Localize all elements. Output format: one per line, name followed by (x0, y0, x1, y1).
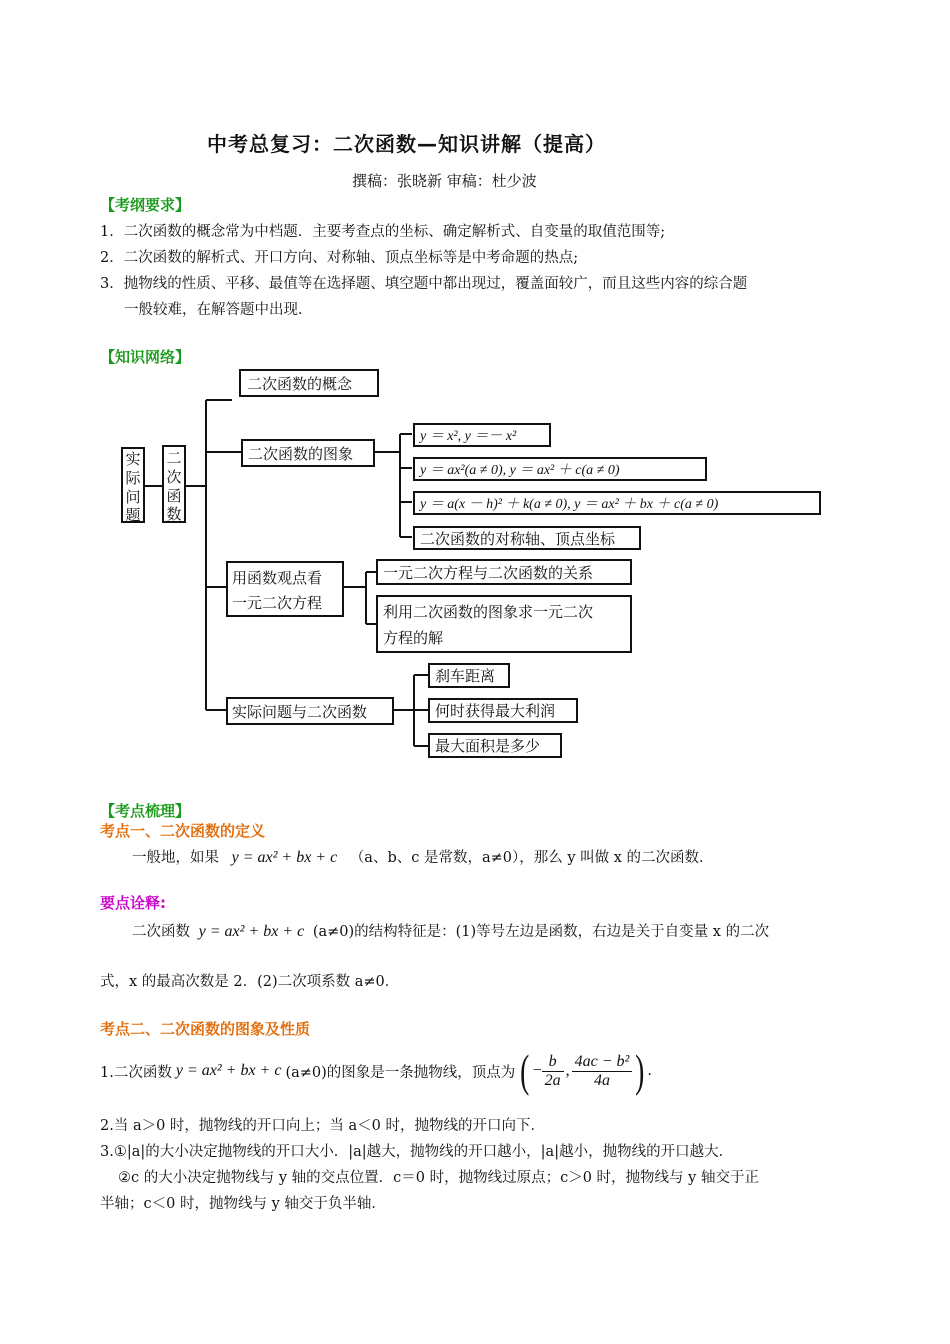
application-item-1: 刹车距离 (435, 667, 496, 685)
point2-l1-pre: 1.二次函数 (100, 1064, 172, 1081)
point2-line-2: 2.当 a＞0 时，抛物线的开口向上；当 a＜0 时，抛物线的开口向下． (100, 1118, 546, 1134)
point1-definition (132, 846, 714, 867)
point2-l1-mid: (a≠0)的图象是一条抛物线，顶点为 (285, 1064, 516, 1081)
application-item-3: 最大面积是多少 (435, 737, 541, 755)
point1-formula: y = ax² + bx + c (231, 849, 338, 866)
point1-title: 考点一、二次函数的定义 (100, 822, 266, 840)
point1-pre: 一般地，如果 (132, 850, 219, 866)
root-b-char-1: 二 (166, 449, 182, 467)
equation-item-2-line2: 方程的解 (383, 629, 444, 647)
vertex-y-fraction: $\frac{\text{4ac − b²}}{4a}$ (572, 1053, 633, 1090)
root-b-char-4: 数 (166, 505, 182, 523)
vertex-x-fraction: $\frac{b}{2a}$ (542, 1053, 564, 1090)
point2-line-3: 3.①|a|的大小决定抛物线的开口大小．|a|越大，抛物线的开口越小，|a|越小，抛物线的开口越大． (100, 1144, 734, 1160)
note-pre: 二次函数 (132, 924, 190, 940)
knowledge-network-diagram (110, 362, 830, 772)
root-a-char-2: 际 (125, 469, 141, 487)
graph-item-4: 二次函数的对称轴、顶点坐标 (420, 530, 616, 548)
equation-item-2-line1: 利用二次函数的图象求一元二次 (383, 603, 594, 621)
note-line-1 (132, 920, 769, 941)
branch-equation-line1: 用函数观点看 (232, 569, 323, 587)
graph-item-2: y ＝ ax²(a ≠ 0), y ＝ ax² ＋ c(a ≠ 0) (420, 463, 620, 478)
root-a-char-3: 问 (125, 488, 141, 506)
root-b-char-2: 次 (166, 468, 182, 486)
note-line-2: 式，x 的最高次数是 2．(2)二次项系数 a≠0． (100, 974, 400, 990)
branch-application: 实际问题与二次函数 (232, 703, 368, 721)
graph-item-1: y ＝ x², y ＝－ x² (420, 429, 517, 444)
branch-graph: 二次函数的图象 (248, 445, 354, 463)
vertex-expression: ( − $\frac{b}{2a}$ , $\frac{\text{4ac − b²}}{4a}$ ) . (520, 1045, 652, 1096)
equation-item-1: 一元二次方程与二次函数的关系 (383, 564, 594, 582)
root-b-char-3: 函 (166, 487, 182, 505)
syllabus-item-2: 2．二次函数的解析式、开口方向、对称轴、顶点坐标等是中考命题的热点; (100, 250, 579, 266)
branch-equation-line2: 一元二次方程 (232, 594, 323, 612)
note-title: 要点诠释: (100, 894, 166, 912)
point2-l1-formula: y = ax² + bx + c (175, 1062, 282, 1079)
root-a-char-1: 实 (125, 450, 141, 468)
graph-item-3: y ＝ a(x － h)² ＋ k(a ≠ 0), y ＝ ax² ＋ bx ＋ c(a ≠ 0) (420, 497, 719, 512)
point2-line-4: ②c 的大小决定抛物线与 y 轴的交点位置．c＝0 时，抛物线过原点；c＞0 时，抛物线与 y 轴交于正 (118, 1170, 759, 1186)
page-title: 中考总复习：二次函数—知识讲解（提高） (207, 132, 606, 156)
syllabus-item-1: 1．二次函数的概念常为中档题．主要考查点的坐标、确定解析式、自变量的取值范围等; (100, 224, 666, 240)
point2-line-1 (100, 1045, 652, 1096)
note-formula: y = ax² + bx + c (198, 923, 305, 940)
point2-title: 考点二、二次函数的图象及性质 (100, 1020, 311, 1038)
root-a-char-4: 题 (125, 506, 141, 524)
syllabus-item-3-cont: 一般较难，在解答题中出现． (124, 302, 313, 318)
application-item-2: 何时获得最大利润 (435, 702, 556, 720)
point2-line-5: 半轴；c＜0 时，抛物线与 y 轴交于负半轴． (100, 1196, 386, 1212)
branch-concept: 二次函数的概念 (247, 375, 353, 393)
points-heading: 【考点梳理】 (100, 802, 191, 820)
note-post: (a≠0)的结构特征是：(1)等号左边是函数，右边是关于自变量 x 的二次 (312, 924, 770, 940)
point1-post: （a、b、c 是常数，a≠0），那么 y 叫做 x 的二次函数． (349, 850, 714, 866)
network-heading: 【知识网络】 (100, 348, 191, 366)
syllabus-item-3: 3．抛物线的性质、平移、最值等在选择题、填空题中都出现过，覆盖面较广，而且这些内容的综合题 (100, 276, 748, 292)
byline: 撰稿：张晓新 审稿：杜少波 (352, 172, 537, 190)
syllabus-heading: 【考纲要求】 (100, 196, 191, 214)
